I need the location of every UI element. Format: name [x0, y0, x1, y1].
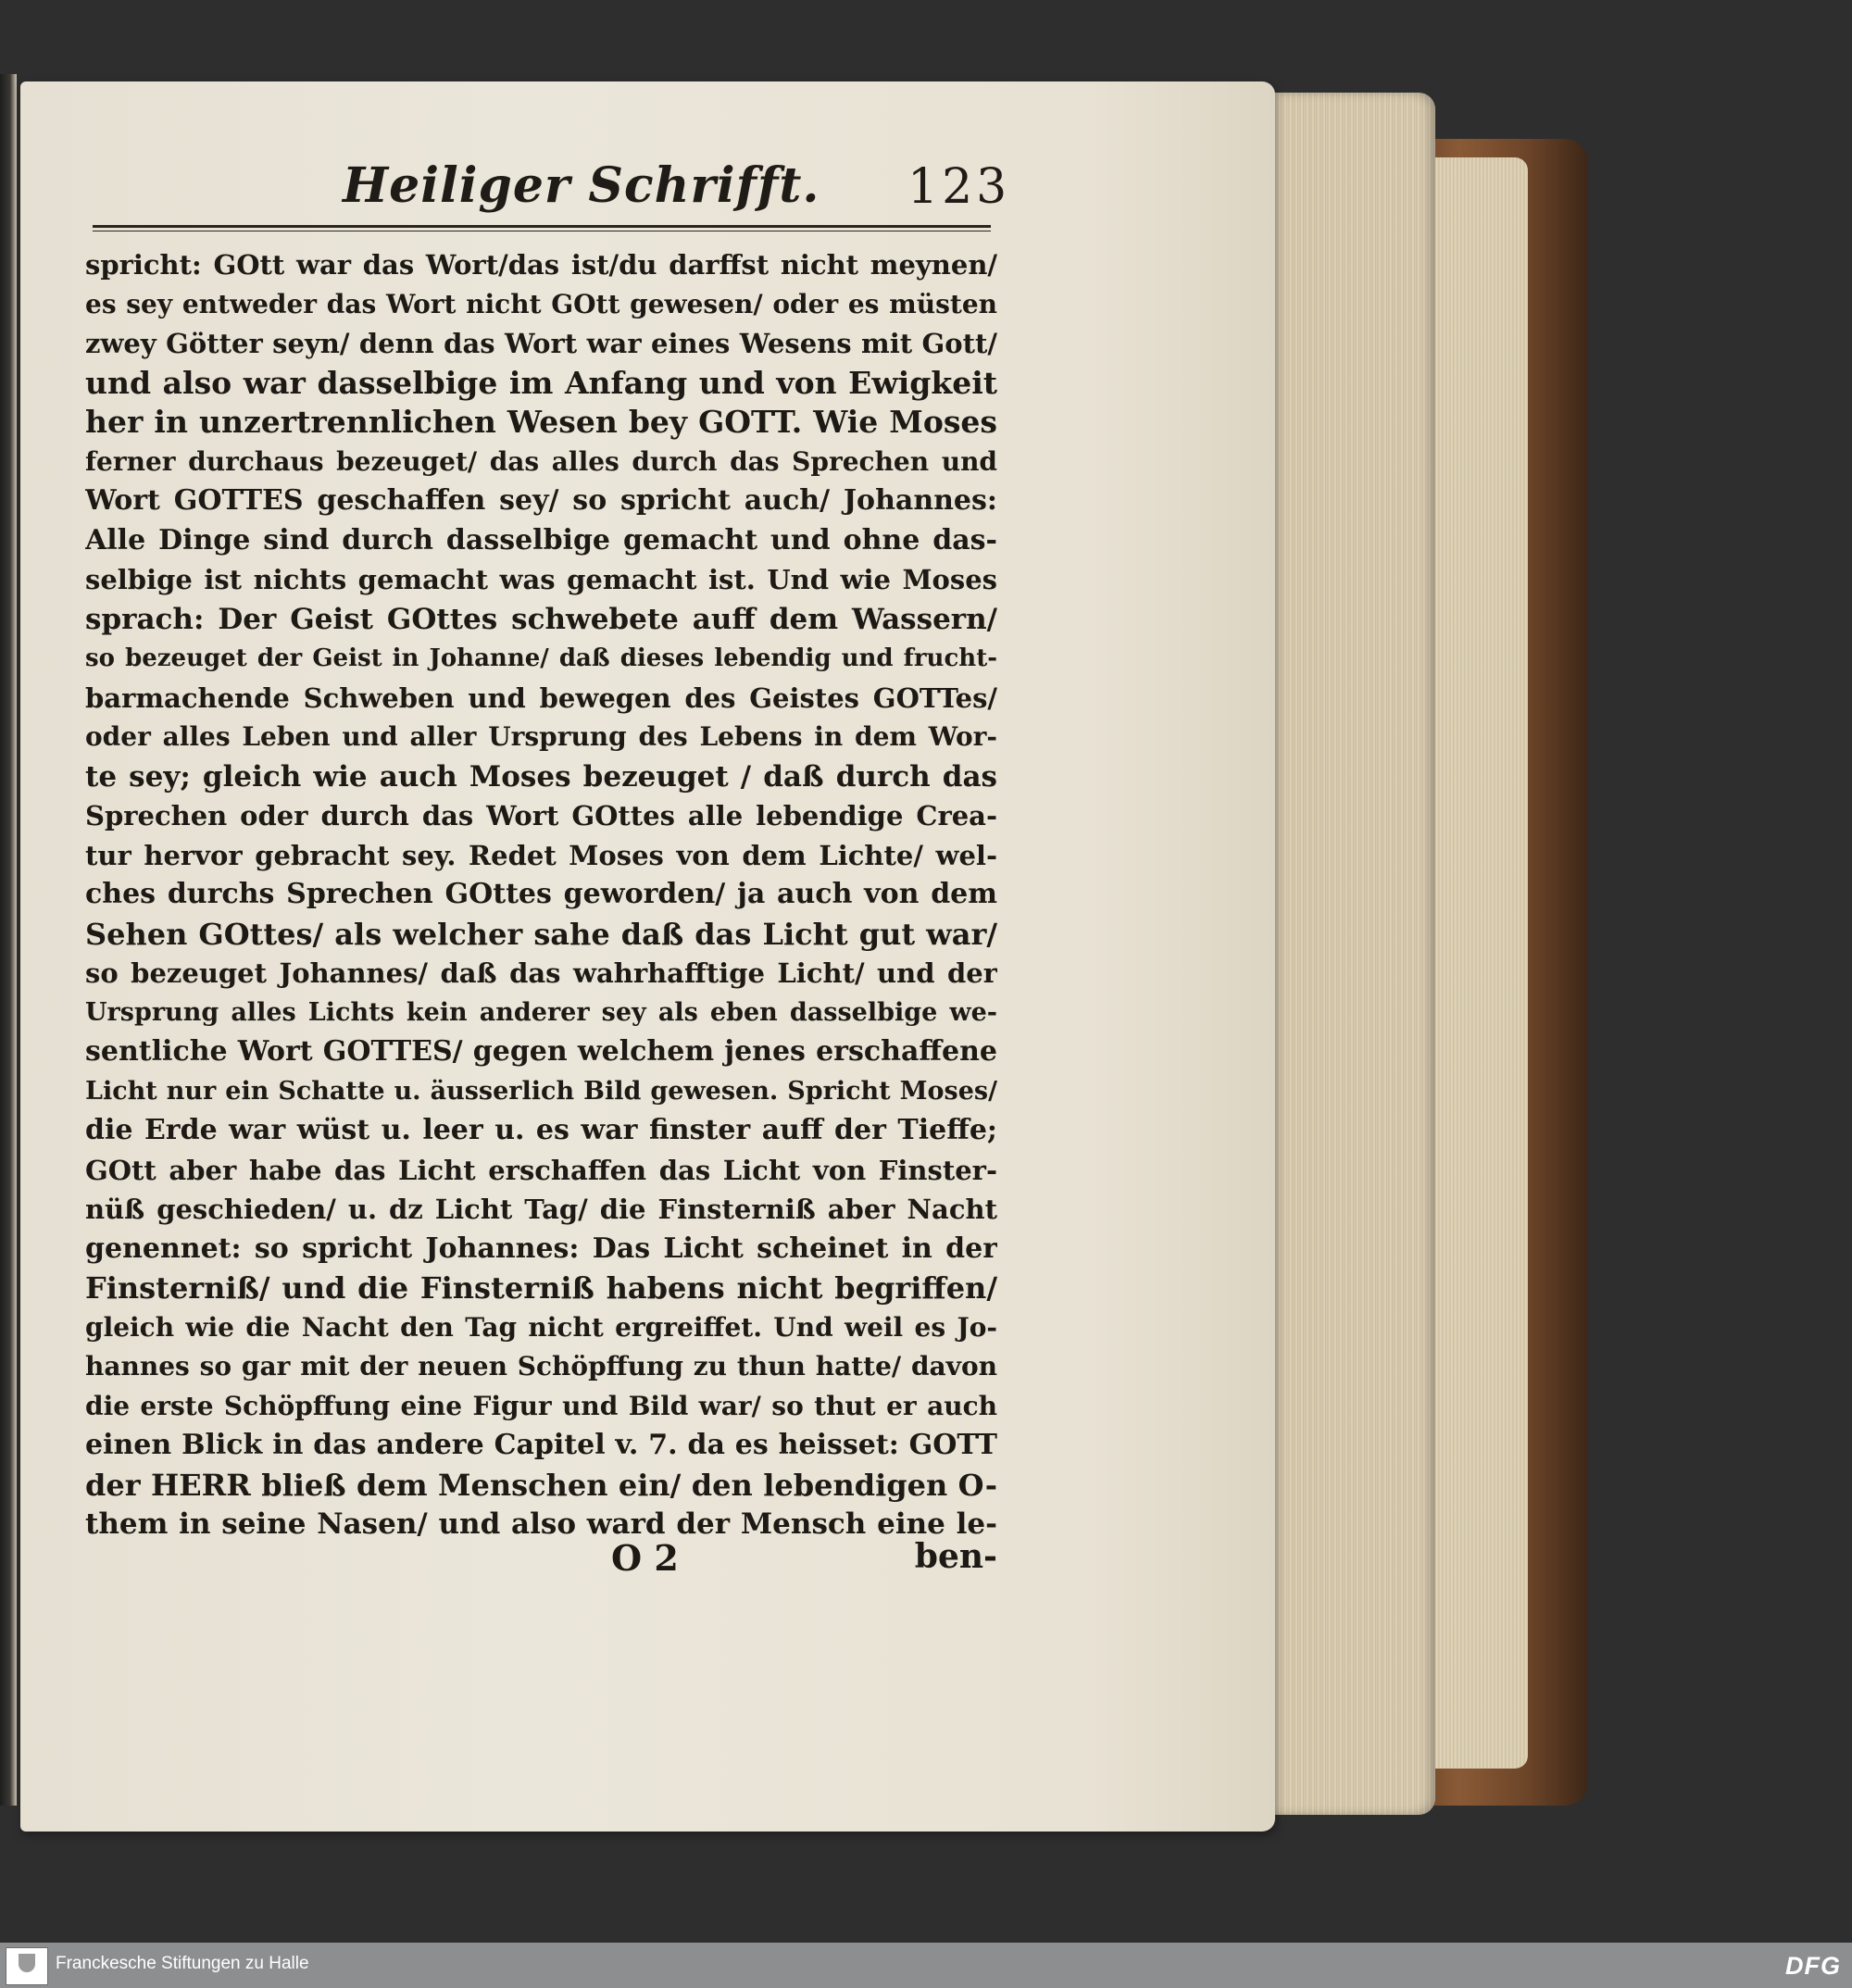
text-line: Licht nur ein Schatte u. äusserlich Bild gewesen. Spricht Moses/ [85, 1076, 997, 1106]
header-rule [93, 225, 991, 231]
body-text [85, 245, 997, 1544]
text-line: Sehen GOttes/ als welcher sahe daß das Licht gut war/ [85, 916, 997, 952]
text-line: ferner durchaus bezeuget/ das alles durch das Sprechen und [85, 445, 997, 477]
text-line: her in unzertrennlichen Wesen bey GOTT. Wie Moses [85, 404, 997, 440]
text-line: es sey entweder das Wort nicht GOtt gewesen/ oder es müsten [85, 288, 997, 319]
text-line: Ursprung alles Lichts kein anderer sey als eben dasselbige we- [85, 997, 997, 1027]
page-number: 123 [907, 159, 1011, 215]
page-footer [85, 1537, 997, 1583]
text-line: zwey Götter seyn/ denn das Wort war eines Wesens mit Gott/ [85, 328, 997, 359]
text-line: ches durchs Sprechen GOttes geworden/ ja auch von dem [85, 878, 997, 910]
text-line: tur hervor gebracht sey. Redet Moses von dem Lichte/ wel- [85, 839, 997, 871]
text-line: sentliche Wort GOTTES/ gegen welchem jenes erschaffene [85, 1035, 997, 1068]
text-line: them in seine Nasen/ und also ward der Mensch eine le- [85, 1507, 997, 1541]
signature-mark: O 2 [611, 1537, 679, 1579]
back-page-edges [1426, 157, 1528, 1769]
text-line: der HERR bließ dem Menschen ein/ den lebendigen O- [85, 1467, 997, 1503]
text-line: GOtt aber habe das Licht erschaffen das Licht von Finster- [85, 1154, 997, 1186]
catchword: ben- [914, 1537, 997, 1576]
text-line: Wort GOTTES geschaffen sey/ so spricht auch/ Johannes: [85, 484, 997, 517]
text-line: Alle Dinge sind durch dasselbige gemacht und ohne das- [85, 523, 997, 556]
text-line: genennet: so spricht Johannes: Das Licht scheinet in der [85, 1232, 997, 1265]
text-line: selbige ist nichts gemacht was gemacht ist. Und wie Moses [85, 564, 997, 595]
institution-logo[interactable] [6, 1947, 48, 1985]
institution-name[interactable]: Franckesche Stiftungen zu Halle [56, 1954, 309, 1973]
page-edges [1259, 93, 1435, 1815]
text-line: Sprechen oder durch das Wort GOttes alle lebendige Crea- [85, 800, 997, 831]
left-page-edge [0, 74, 17, 1806]
text-line: te sey; gleich wie auch Moses bezeuget / daß durch das [85, 759, 997, 794]
text-line: hannes so gar mit der neuen Schöpffung zu thun hatte/ davon [85, 1351, 997, 1382]
crest-icon [19, 1954, 35, 1972]
text-line: spricht: GOtt war das Wort/das ist/du darffst nicht meynen/ [85, 249, 997, 281]
viewer-footer-bar [0, 1943, 1852, 1988]
text-line: oder alles Leben und aller Ursprung des Lebens in dem Wor- [85, 721, 997, 752]
text-line: nüß geschieden/ u. dz Licht Tag/ die Finsterniß aber Nacht [85, 1194, 997, 1225]
text-line: einen Blick in das andere Capitel v. 7. da es heisset: GOTT [85, 1429, 997, 1461]
text-line: die erste Schöpffung eine Figur und Bild war/ so thut er auch [85, 1390, 997, 1421]
text-line: sprach: Der Geist GOttes schwebete auff dem Wassern/ [85, 602, 997, 636]
text-line: barmachende Schweben und bewegen des Geistes GOTTes/ [85, 681, 997, 714]
dfg-logo[interactable]: DFG [1785, 1952, 1841, 1980]
running-head: Heiliger Schrifft. [343, 157, 820, 214]
text-line: so bezeuget Johannes/ daß das wahrhafftige Licht/ und der [85, 957, 997, 989]
text-line: so bezeuget der Geist in Johanne/ daß dieses lebendig und frucht- [85, 644, 997, 672]
text-line: Finsterniß/ und die Finsterniß habens nicht begriffen/ [85, 1270, 997, 1306]
text-line: gleich wie die Nacht den Tag nicht ergreiffet. Und weil es Jo- [85, 1311, 997, 1343]
text-line: die Erde war wüst u. leer u. es war finster auff der Tieffe; [85, 1114, 997, 1146]
text-line: und also war dasselbige im Anfang und von Ewigkeit [85, 364, 997, 401]
